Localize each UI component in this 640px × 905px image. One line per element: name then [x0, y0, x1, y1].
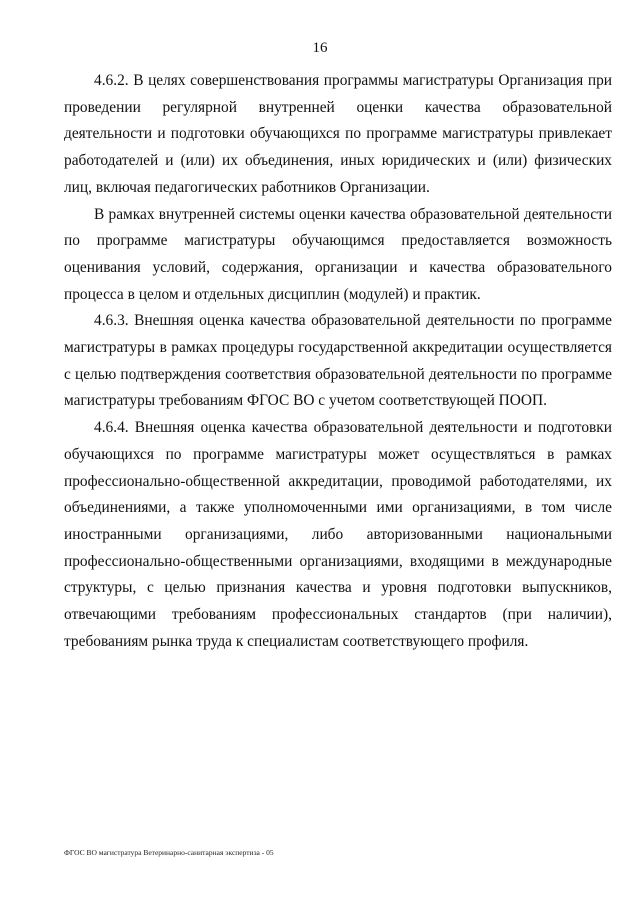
paragraph-4-6-3: 4.6.3. Внешняя оценка качества образовательной деятельности по программе магистратуры в рамках процедуры государственной аккредитации осуществляется с целью подтверждения соответствия образовательной деятельности по программе магистратуры требованиям ФГОС ВО с учетом соответствующей ПООП.	[64, 312, 612, 410]
document-body	[64, 68, 612, 655]
paragraph-internal-assessment: В рамках внутренней системы оценки качества образовательной деятельности по программе магистратуры обучающимся предоставляется возможность оценивания условий, содержания, организации и качества образовательного процесса в целом и отдельных дисциплин (модулей) и практик.	[64, 205, 612, 303]
page-number: 16	[312, 40, 328, 56]
paragraph-4-6-4: 4.6.4. Внешняя оценка качества образовательной деятельности и подготовки обучающихся по программе магистратуры может осуществляться в рамках профессионально-общественной аккредитации, проводимой работодателями, их объединениями, а также уполномоченными ими организациями, в том числе иностранными организациями, либо авторизованными национальными профессионально-общественными организациями, входящими в международные структуры, с целью признания качества и уровня подготовки выпускников, отвечающими требованиям профессиональных стандартов (при наличии), требованиям рынка труда к специалистам соответствующего профиля.	[64, 419, 612, 650]
paragraph-4-6-2: 4.6.2. В целях совершенствования программы магистратуры Организация при проведении регулярной внутренней оценки качества образовательной деятельности и подготовки обучающихся по программе магистратуры привлекает работодателей и (или) их объединения, иных юридических и (или) физических лиц, включая педагогических работников Организации.	[64, 72, 612, 196]
footer-note: ФГОС ВО магистратура Ветеринарно-санитарная экспертиза - 05	[64, 848, 274, 857]
